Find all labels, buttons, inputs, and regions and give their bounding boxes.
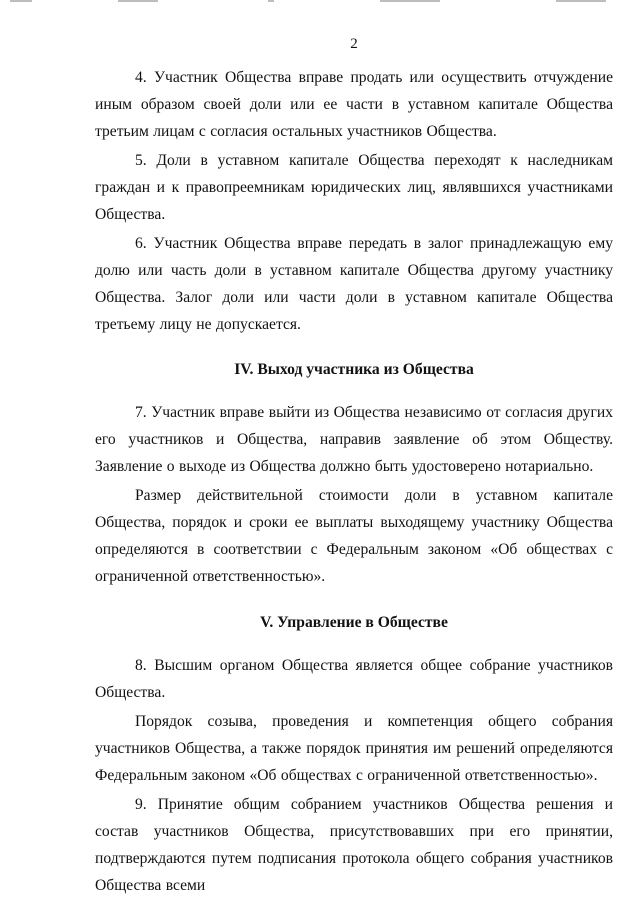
document-page bbox=[95, 34, 613, 899]
section-heading-4: IV. Выход участника из Общества bbox=[234, 361, 474, 378]
page-number: 2 bbox=[350, 36, 358, 52]
paragraph-clause-6: 6. Участник Общества вправе передать в залог принадлежащую ему долю или часть доли в уставном капитале Общества другому участнику Общества. Залог доли или части доли в уставном капитале Общества третьему лицу не допускается. bbox=[95, 235, 613, 333]
paragraph-clause-8: 8. Высшим органом Общества является общее собрание участников Общества. bbox=[95, 657, 613, 701]
paragraph-meeting-procedure: Порядок созыва, проведения и компетенция общего собрания участников Общества, а также порядок принятия им решений определяются Федеральным законом «Об обществах с ограниченной ответственностью». bbox=[95, 713, 613, 784]
paragraph-clause-4: 4. Участник Общества вправе продать или осуществить отчуждение иным образом своей доли или ее части в уставном капитале Общества третьим лицам с согласия остальных участников Общества. bbox=[95, 69, 613, 140]
paragraph-share-value: Размер действительной стоимости доли в уставном капитале Общества, порядок и сроки ее выплаты выходящему участнику Общества определяются в соответствии с Федеральным законом «Об обществах с ограниченной ответственностью». bbox=[95, 487, 613, 585]
scan-edge-marks bbox=[0, 0, 640, 3]
section-heading-5: V. Управление в Обществе bbox=[260, 614, 448, 631]
paragraph-clause-5: 5. Доли в уставном капитале Общества переходят к наследникам граждан и к правопреемникам юридических лиц, являвшихся участниками Общества. bbox=[95, 152, 613, 223]
paragraph-clause-7: 7. Участник вправе выйти из Общества независимо от согласия других его участников и Общества, направив заявление об этом Обществу. Заявление о выходе из Общества должно быть удостоверено нотариально. bbox=[95, 404, 613, 475]
paragraph-clause-9: 9. Принятие общим собранием участников Общества решения и состав участников Общества, присутствовавших при его принятии, подтверждаются путем подписания протокола общего собрания участников Общества всеми bbox=[95, 796, 613, 894]
